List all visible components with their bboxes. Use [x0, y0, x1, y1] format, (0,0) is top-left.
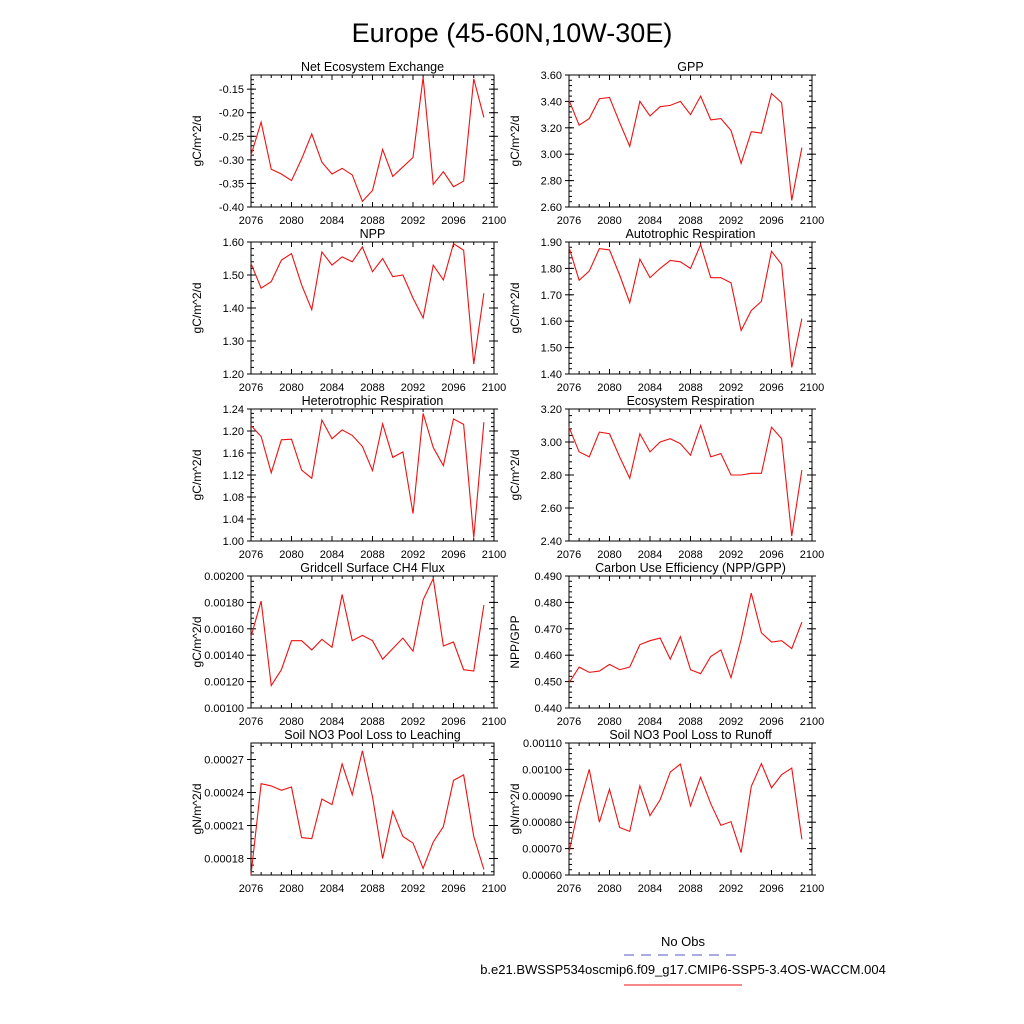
legend-obs-label: No Obs: [660, 934, 706, 949]
series-line: [251, 244, 484, 364]
y-tick-label: 0.00060: [522, 870, 562, 882]
y-tick-label: 0.00024: [204, 787, 244, 800]
x-tick-label: 2088: [678, 883, 703, 895]
x-tick-label: 2096: [441, 215, 466, 227]
x-tick-label: 2084: [319, 215, 345, 227]
y-axis-label: NPP/GPP: [508, 615, 522, 669]
x-tick-label: 2092: [400, 716, 426, 728]
y-tick-label: 0.00180: [204, 597, 244, 610]
x-tick-label: 2076: [238, 549, 264, 561]
y-tick-label: 1.40: [222, 303, 244, 315]
x-tick-label: 2092: [718, 716, 744, 728]
y-tick-label: 1.60: [540, 316, 562, 329]
y-tick-label: 0.00200: [204, 571, 244, 583]
y-tick-label: 3.20: [540, 122, 562, 135]
series-line: [569, 764, 802, 853]
x-tick-label: 2100: [481, 549, 507, 561]
x-tick-label: 2076: [238, 382, 264, 394]
plot-frame: [569, 75, 812, 207]
x-tick-label: 2100: [481, 382, 507, 394]
y-tick-label: 0.00018: [204, 853, 244, 866]
series-line: [569, 426, 802, 537]
y-axis-label: gN/m^2/d: [190, 783, 204, 835]
y-tick-label: 1.20: [222, 369, 244, 381]
x-tick-label: 2100: [799, 549, 825, 561]
plot-frame: [251, 409, 494, 541]
x-tick-label: 2084: [637, 382, 663, 394]
y-tick-label: 0.450: [534, 676, 562, 689]
plot-frame: [569, 743, 812, 875]
x-tick-label: 2076: [556, 549, 582, 561]
legend-model-label: b.e21.BWSSP534oscmip6.f09_g17.CMIP6-SSP5-3.4OS-WACCM.004: [480, 962, 886, 977]
x-tick-label: 2088: [360, 549, 385, 561]
panel-title: Carbon Use Efficiency (NPP/GPP): [595, 561, 786, 575]
panel-title: Gridcell Surface CH4 Flux: [300, 561, 445, 575]
y-tick-label: 1.00: [222, 536, 244, 548]
chart-panel-9: [190, 728, 506, 895]
y-tick-label: 0.470: [534, 623, 562, 636]
x-tick-label: 2088: [360, 215, 385, 227]
y-tick-label: -0.40: [218, 202, 244, 214]
series-line: [251, 751, 484, 875]
y-tick-label: 0.00140: [204, 650, 244, 663]
x-tick-label: 2088: [678, 215, 703, 227]
x-tick-label: 2100: [481, 883, 507, 895]
x-tick-label: 2084: [637, 549, 663, 561]
chart-panel-3: [190, 227, 506, 394]
y-tick-label: -0.35: [218, 178, 244, 191]
y-axis-label: gC/m^2/d: [190, 449, 204, 501]
y-tick-label: 2.40: [540, 536, 562, 548]
y-tick-label: 0.490: [534, 571, 562, 583]
x-tick-label: 2092: [400, 382, 426, 394]
x-tick-label: 2080: [597, 883, 622, 895]
y-tick-label: 1.70: [540, 289, 562, 302]
panel-title: Heterotrophic Respiration: [301, 394, 444, 408]
x-tick-label: 2076: [238, 883, 264, 895]
chart-panels: [190, 60, 824, 895]
x-tick-label: 2096: [441, 549, 466, 561]
x-tick-label: 2084: [637, 215, 663, 227]
y-tick-label: 2.60: [540, 202, 562, 214]
y-tick-label: 1.30: [222, 336, 244, 348]
y-axis-label: gC/m^2/d: [190, 616, 204, 668]
x-tick-label: 2100: [799, 716, 825, 728]
x-tick-label: 2092: [400, 883, 426, 895]
y-tick-label: 1.16: [222, 448, 244, 460]
y-tick-label: 3.40: [540, 96, 562, 109]
x-tick-label: 2096: [441, 716, 466, 728]
x-tick-label: 2092: [718, 382, 744, 394]
x-tick-label: 2088: [360, 883, 385, 895]
x-tick-label: 2100: [799, 215, 825, 227]
panel-title: Ecosystem Respiration: [626, 394, 755, 408]
x-tick-label: 2084: [319, 716, 345, 728]
y-tick-label: 3.00: [540, 437, 562, 449]
x-tick-label: 2076: [556, 382, 582, 394]
y-tick-label: 1.90: [540, 237, 562, 249]
x-tick-label: 2088: [678, 716, 703, 728]
y-tick-label: 0.00100: [522, 764, 562, 777]
x-tick-label: 2080: [597, 549, 622, 561]
y-tick-label: 0.460: [534, 650, 562, 663]
chart-panel-4: [508, 227, 824, 394]
x-tick-label: 2100: [799, 382, 825, 394]
y-tick-label: 1.12: [222, 470, 244, 482]
x-tick-label: 2100: [481, 215, 507, 227]
x-tick-label: 2084: [319, 549, 345, 561]
y-tick-label: 2.80: [540, 470, 562, 482]
x-tick-label: 2100: [481, 716, 507, 728]
series-line: [569, 593, 802, 683]
x-tick-label: 2084: [637, 883, 663, 895]
legend: [480, 934, 886, 985]
y-tick-label: 1.08: [222, 492, 244, 504]
chart-panel-6: [508, 394, 824, 561]
x-tick-label: 2080: [597, 716, 622, 728]
y-tick-label: -0.20: [218, 107, 244, 120]
x-tick-label: 2096: [759, 215, 784, 227]
y-tick-label: 1.60: [222, 237, 244, 249]
x-tick-label: 2096: [441, 382, 466, 394]
y-axis-label: gC/m^2/d: [508, 115, 522, 167]
x-tick-label: 2080: [597, 215, 622, 227]
x-tick-label: 2076: [556, 215, 582, 227]
y-tick-label: 1.20: [222, 426, 244, 438]
panel-title: GPP: [677, 60, 704, 74]
x-tick-label: 2084: [637, 716, 663, 728]
chart-panel-1: [190, 60, 506, 227]
y-tick-label: -0.30: [218, 154, 244, 167]
x-tick-label: 2096: [759, 883, 784, 895]
y-tick-label: 1.80: [540, 263, 562, 276]
y-tick-label: 3.00: [540, 149, 562, 162]
series-line: [569, 245, 802, 368]
y-tick-label: 1.04: [222, 514, 244, 526]
y-tick-label: 0.00120: [204, 676, 244, 689]
y-tick-label: 0.480: [534, 597, 562, 610]
x-tick-label: 2096: [441, 883, 466, 895]
plot-frame: [569, 409, 812, 541]
panel-title: Autotrophic Respiration: [625, 227, 756, 241]
figure-title: Europe (45-60N,10W-30E): [351, 18, 673, 48]
panel-title: NPP: [359, 227, 386, 241]
y-tick-label: 0.00110: [523, 738, 562, 750]
panel-title: Net Ecosystem Exchange: [300, 60, 445, 74]
y-tick-label: 2.80: [540, 175, 562, 188]
chart-panel-5: [190, 394, 506, 561]
plot-frame: [251, 242, 494, 374]
x-tick-label: 2076: [238, 716, 264, 728]
series-line: [251, 579, 484, 686]
plot-frame: [251, 743, 494, 875]
series-line: [251, 77, 484, 201]
plot-frame: [569, 242, 812, 374]
x-tick-label: 2088: [678, 549, 703, 561]
x-tick-label: 2092: [400, 549, 426, 561]
y-axis-label: gN/m^2/d: [508, 783, 522, 835]
chart-panel-10: [508, 728, 824, 895]
y-tick-label: 1.40: [540, 369, 562, 381]
x-tick-label: 2080: [279, 215, 304, 227]
chart-panel-8: [508, 561, 824, 728]
y-tick-label: 1.50: [222, 270, 244, 282]
y-tick-label: 0.00160: [204, 623, 244, 636]
y-tick-label: 0.00027: [204, 754, 244, 767]
x-tick-label: 2092: [718, 215, 744, 227]
y-axis-label: gC/m^2/d: [190, 115, 204, 167]
x-tick-label: 2080: [279, 883, 304, 895]
x-tick-label: 2088: [360, 716, 385, 728]
y-tick-label: -0.15: [218, 84, 244, 97]
x-tick-label: 2100: [799, 883, 825, 895]
x-tick-label: 2076: [556, 716, 582, 728]
x-tick-label: 2088: [678, 382, 703, 394]
x-tick-label: 2096: [759, 382, 784, 394]
series-line: [251, 413, 484, 537]
y-tick-label: 3.60: [540, 70, 562, 82]
plot-frame: [251, 576, 494, 708]
x-tick-label: 2084: [319, 382, 345, 394]
y-axis-label: gC/m^2/d: [508, 282, 522, 334]
x-tick-label: 2092: [718, 883, 744, 895]
x-tick-label: 2080: [279, 716, 304, 728]
y-tick-label: 0.00070: [522, 843, 562, 856]
x-tick-label: 2096: [759, 549, 784, 561]
x-tick-label: 2080: [279, 382, 304, 394]
x-tick-label: 2092: [718, 549, 744, 561]
x-tick-label: 2088: [360, 382, 385, 394]
chart-panel-2: [508, 60, 824, 227]
y-tick-label: 0.00021: [204, 820, 244, 833]
y-tick-label: 3.20: [540, 404, 562, 416]
x-tick-label: 2076: [556, 883, 582, 895]
panel-title: Soil NO3 Pool Loss to Runoff: [609, 728, 772, 742]
panel-title: Soil NO3 Pool Loss to Leaching: [284, 728, 461, 742]
y-tick-label: 0.00080: [522, 817, 562, 830]
y-axis-label: gC/m^2/d: [190, 282, 204, 334]
chart-panel-7: [190, 561, 506, 728]
y-axis-label: gC/m^2/d: [508, 449, 522, 501]
x-tick-label: 2092: [400, 215, 426, 227]
y-tick-label: 0.440: [534, 703, 562, 715]
series-line: [569, 93, 802, 200]
y-tick-label: 2.60: [540, 503, 562, 515]
x-tick-label: 2076: [238, 215, 264, 227]
x-tick-label: 2080: [597, 382, 622, 394]
y-tick-label: 1.24: [222, 404, 244, 416]
y-tick-label: 1.50: [540, 342, 562, 355]
y-tick-label: -0.25: [218, 131, 244, 144]
y-tick-label: 0.00090: [522, 790, 562, 803]
x-tick-label: 2096: [759, 716, 784, 728]
x-tick-label: 2084: [319, 883, 345, 895]
x-tick-label: 2080: [279, 549, 304, 561]
plot-frame: [251, 75, 494, 207]
y-tick-label: 0.00100: [204, 703, 244, 715]
